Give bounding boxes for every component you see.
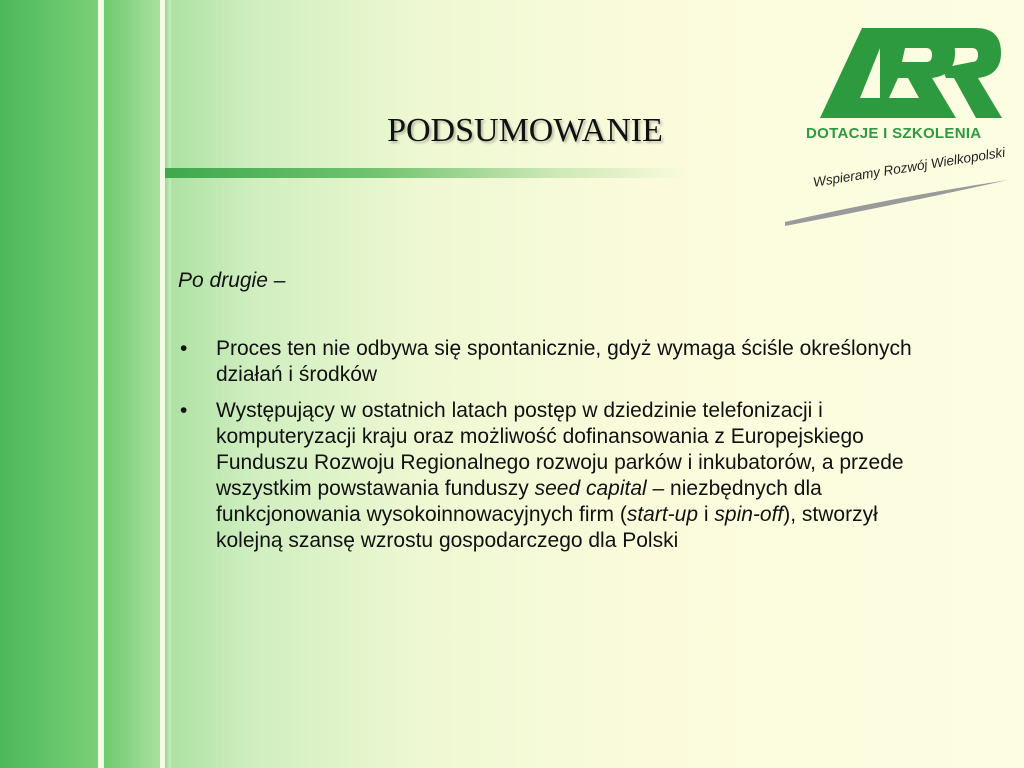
logo-subtitle: DOTACJE I SZKOLENIA	[806, 125, 982, 142]
decorative-stripes	[0, 0, 200, 768]
bullet-text-segment: ), stworzył kolejną szansę wzrostu gospodarczego dla Polski	[216, 503, 878, 552]
bullet-text-segment: Proces ten nie odbywa się spontanicznie, gdyż wymaga ściśle określonych działań i środków	[216, 337, 912, 386]
bullet-item	[178, 398, 938, 554]
lead-dash: –	[267, 269, 286, 292]
bullet-text-segment: Występujący w ostatnich latach postęp w dziedzinie telefonizacji i komputeryzacji kraju oraz możliwość dofinansowania z Europejskiego Funduszu Rozwoju Regionalnego rozwoju parków i inkubatorów, a przede wszystkim powstawania funduszy	[216, 399, 904, 500]
lead-label: Po drugie	[178, 269, 268, 292]
lead-text	[178, 268, 938, 294]
slide-content	[178, 268, 938, 564]
bullet-text-segment: – niezbędnych dla funkcjonowania wysokoinnowacyjnych firm (	[216, 477, 822, 526]
bullet-glyph: •	[180, 399, 188, 422]
logo-slogan: Wspieramy Rozwój Wielkopolski	[812, 144, 1007, 190]
stripe	[104, 0, 160, 768]
stripe	[165, 0, 171, 768]
stripe	[0, 0, 98, 768]
bullet-glyph: •	[180, 337, 188, 360]
slide-title: PODSUMOWANIE	[387, 112, 663, 149]
bullet-text-segment: start-up	[626, 503, 699, 526]
arr-logo-mark-icon	[780, 20, 1010, 130]
bullet-list	[178, 336, 938, 554]
bullet-item	[178, 336, 938, 388]
bullet-text-segment: spin-off	[714, 503, 784, 526]
bullet-text-segment: i	[698, 503, 715, 526]
bullet-text-segment: seed capital	[534, 477, 647, 500]
title-underline	[165, 168, 690, 178]
